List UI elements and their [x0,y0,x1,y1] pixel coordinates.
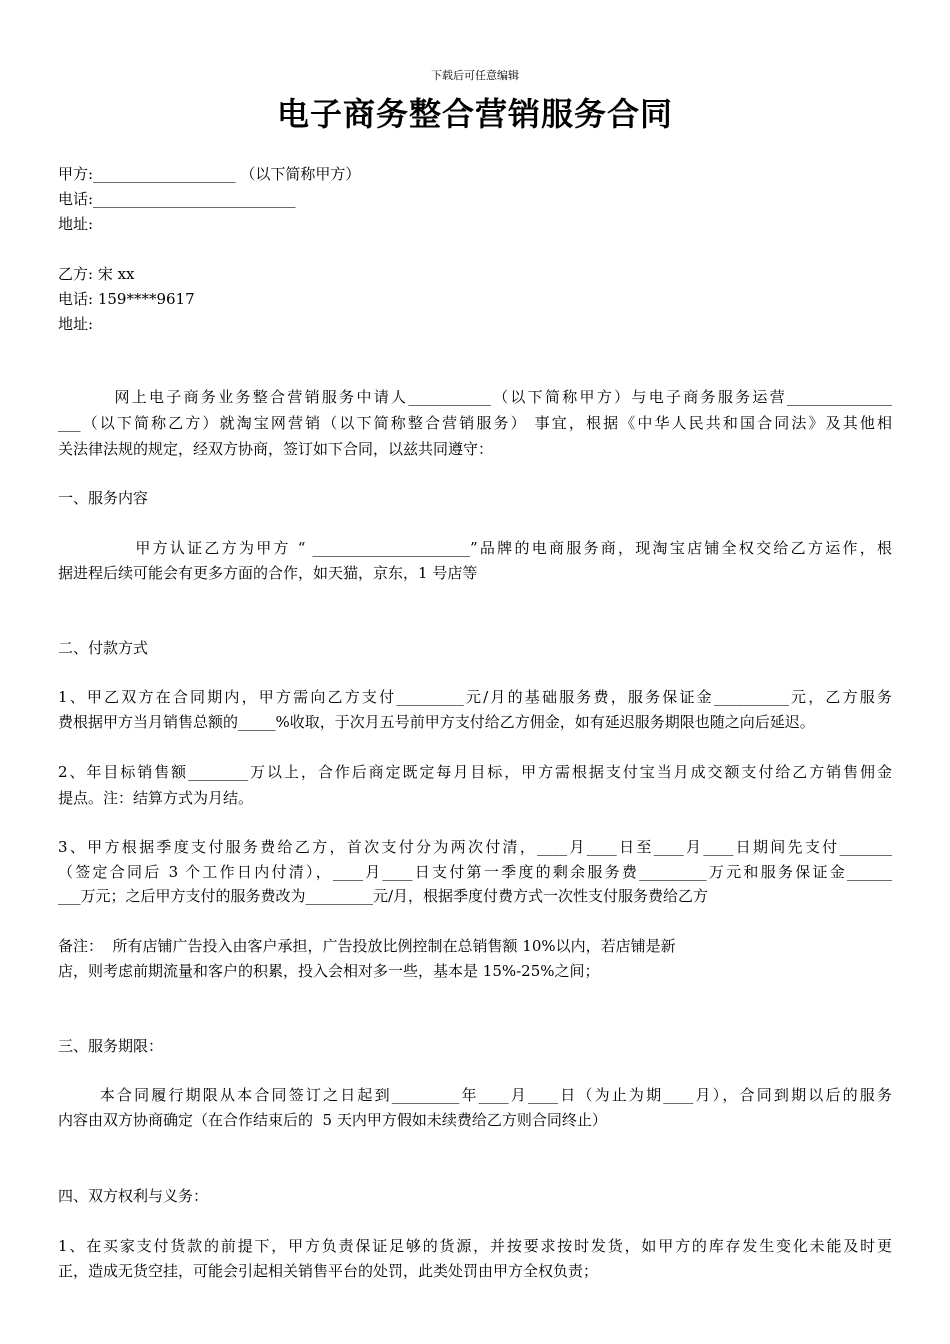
payment-note-line: 店，则考虑前期流量和客户的积累，投入会相对多一些，基本是 15%-25%之间； [58,962,600,980]
party-a-name: 甲方:___________________ （以下简称甲方） [58,165,361,183]
contract-title: 电子商务整合营销服务合同 [276,95,673,133]
payment-item2-line: 提点。注：结算方式为月结。 [58,789,254,807]
payment-item3-line: 3、甲方根据季度支付服务费给乙方，首次支付分为两次付清，____月____日至____月____日期间先支付_______ [58,838,892,856]
payment-item1-line: 1、甲乙双方在合同期内，甲方需向乙方支付_________元/月的基础服务费，服务保证金__________元，乙方服务 [58,688,892,706]
party-b-phone: 电话: 159****9617 [58,290,195,308]
rights-item1-line: 1、在买家支付货款的前提下，甲方负责保证足够的货源，并按要求按时发货，如甲方的库存发生变化未能及时更 [58,1237,892,1255]
section-heading-payment: 二、付款方式 [58,639,149,657]
payment-item3-line: （签定合同后 3 个工作日内付清），____月____日支付第一季度的剩余服务费_________万元和服务保证金______ [58,863,892,881]
section-heading-term: 三、服务期限： [58,1037,164,1055]
intro-line: 关法律法规的规定，经双方协商，签订如下合同，以兹共同遵守： [58,440,494,458]
payment-item1-line: 费根据甲方当月销售总额的_____%收取，于次月五号前甲方支付给乙方佣金，如有延迟服务期限也随之向后延迟。 [58,713,815,731]
rights-item1-line: 正，造成无货空挂，可能会引起相关销售平台的处罚，此类处罚由甲方全权负责； [58,1262,599,1280]
party-a-address: 地址: [58,215,94,233]
section1-line: 甲方认证乙方为甲方 “ _____________________”品牌的电商服务商，现淘宝店铺全权交给乙方运作，根 [58,539,892,557]
section-heading-service-content: 一、服务内容 [58,489,149,507]
header-note: 下载后可任意编辑 [431,69,519,82]
payment-item3-line: ___万元；之后甲方支付的服务费改为_________元/月，根据季度付费方式一次性支付服务费给乙方 [58,887,709,905]
intro-line: ___（以下简称乙方）就淘宝网营销（以下简称整合营销服务） 事宜，根据《中华人民共和国合同法》及其他相 [58,414,892,432]
section1-line: 据进程后续可能会有更多方面的合作，如天猫，京东，1 号店等 [58,564,478,582]
payment-note-line: 备注： 所有店铺广告投入由客户承担，广告投放比例控制在总销售额 10%以内，若店铺是新 [58,937,676,955]
party-a-phone: 电话:___________________________ [58,190,296,208]
intro-line: 网上电子商务业务整合营销服务中请人___________（以下简称甲方）与电子商务服务运营______________ [58,388,892,406]
term-line: 内容由双方协商确定（在合作结束后的 5 天内甲方假如未续费给乙方则合同终止） [58,1111,607,1129]
payment-item2-line: 2、年目标销售额________万以上，合作后商定既定每月目标，甲方需根据支付宝当月成交额支付给乙方销售佣金 [58,763,892,781]
party-b-address: 地址: [58,315,94,333]
term-line: 本合同履行期限从本合同签订之日起到_________年____月____日（为止为期____月），合同到期以后的服务 [58,1086,892,1104]
section-heading-rights: 四、双方权利与义务： [58,1187,209,1205]
party-b-name: 乙方: 宋 xx [58,265,135,283]
